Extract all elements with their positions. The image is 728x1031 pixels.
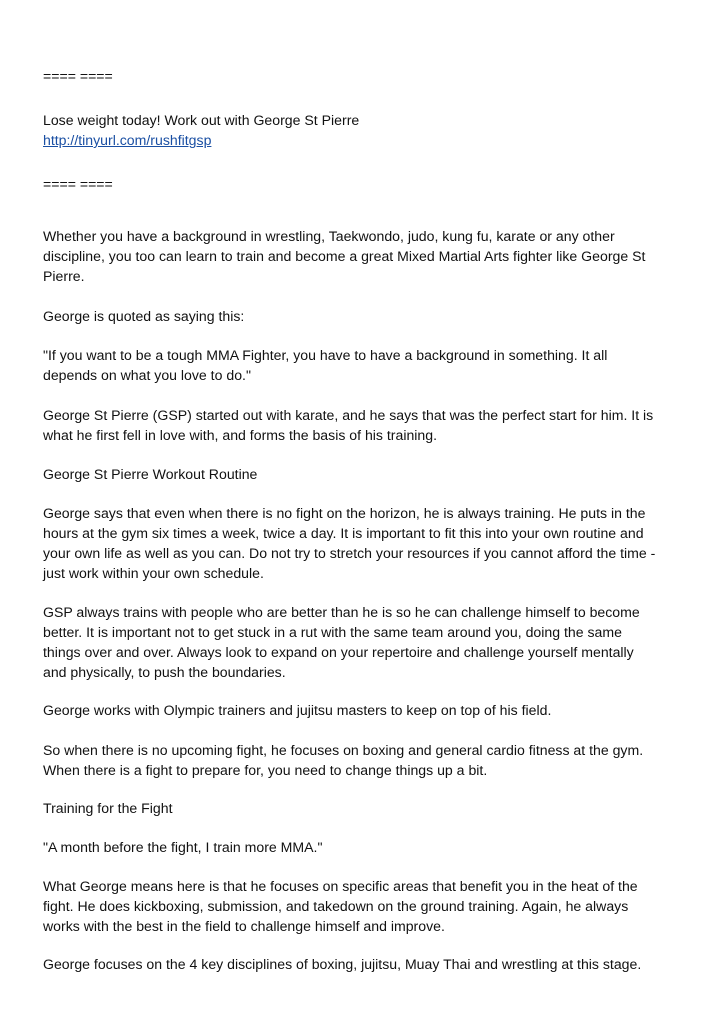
paragraph-line: Whether you have a background in wrestling, Taekwondo, judo, kung fu, karate or any other	[43, 228, 615, 244]
paragraph-line: So when there is no upcoming fight, he focuses on boxing and general cardio fitness at the gym.	[43, 742, 644, 758]
separator-bottom: ==== ====	[43, 176, 113, 192]
section-heading: Training for the Fight	[43, 800, 173, 816]
paragraph-line: and physically, to push the boundaries.	[43, 664, 286, 680]
paragraph-line: George works with Olympic trainers and jujitsu masters to keep on top of his field.	[43, 702, 552, 718]
paragraph-line: George is quoted as saying this:	[43, 308, 245, 324]
quote-line: "If you want to be a tough MMA Fighter, you have to have a background in something. It all	[43, 347, 608, 363]
quote-line: depends on what you love to do."	[43, 367, 251, 383]
paragraph-line: just work within your own schedule.	[43, 565, 264, 581]
paragraph-line: Pierre.	[43, 268, 85, 284]
paragraph-line: what he first fell in love with, and forms the basis of his training.	[43, 427, 438, 443]
paragraph-line: What George means here is that he focuses on specific areas that benefit you in the heat of the	[43, 878, 638, 894]
paragraph-line: discipline, you too can learn to train and become a great Mixed Martial Arts fighter like George St	[43, 248, 646, 264]
paragraph-line: When there is a fight to prepare for, you need to change things up a bit.	[43, 762, 488, 778]
paragraph-line: hours at the gym six times a week, twice a day. It is important to fit this into your own routine and	[43, 525, 644, 541]
promo-link[interactable]: http://tinyurl.com/rushfitgsp	[43, 132, 212, 148]
paragraph-line: GSP always trains with people who are better than he is so he can challenge himself to become	[43, 604, 640, 620]
section-heading: George St Pierre Workout Routine	[43, 466, 258, 482]
paragraph-line: things over and over. Always look to expand on your repertoire and challenge yourself mentally	[43, 644, 634, 660]
paragraph-line: your own life as well as you can. Do not try to stretch your resources if you cannot afford the time -	[43, 545, 656, 561]
quote-line: "A month before the fight, I train more MMA."	[43, 839, 323, 855]
paragraph-line: better. It is important not to get stuck in a rut with the same team around you, doing the same	[43, 624, 622, 640]
paragraph-line: George St Pierre (GSP) started out with karate, and he says that was the perfect start for him. It is	[43, 407, 654, 423]
paragraph-line: George focuses on the 4 key disciplines of boxing, jujitsu, Muay Thai and wrestling at this stage.	[43, 956, 642, 972]
paragraph-line: George says that even when there is no fight on the horizon, he is always training. He puts in the	[43, 505, 646, 521]
promo-text: Lose weight today! Work out with George St Pierre	[43, 112, 360, 128]
paragraph-line: works with the best in the field to challenge himself and improve.	[43, 918, 445, 934]
paragraph-line: fight. He does kickboxing, submission, and takedown on the ground training. Again, he always	[43, 898, 629, 914]
separator-top: ==== ====	[43, 68, 113, 84]
